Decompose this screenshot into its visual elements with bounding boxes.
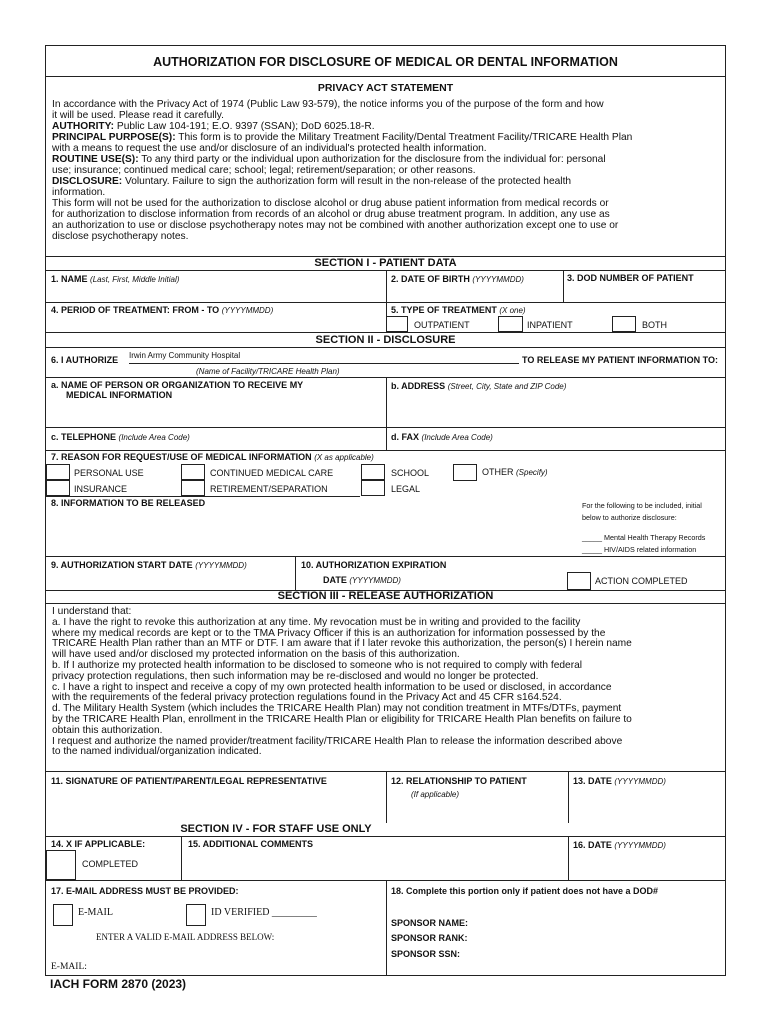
email-required-label: 17. E-MAIL ADDRESS MUST BE PROVIDED:: [51, 886, 239, 896]
dob-field[interactable]: [391, 274, 524, 284]
school-label: SCHOOL: [391, 468, 430, 478]
release-line: to the named individual/organization indicated.: [52, 746, 262, 758]
x-if-applicable-label: 14. X IF APPLICABLE:: [51, 839, 146, 849]
release-line: with the requirements of the federal privacy protection regulations found in the Privacy Act and 45 CFR s164.524.: [52, 692, 562, 704]
initial-note-2: below to authorize disclosure:: [582, 513, 677, 522]
dob-hint: (YYYYMMDD): [472, 275, 524, 284]
divider: [386, 771, 387, 823]
both-label: BOTH: [642, 320, 668, 330]
recipient-label-1: a. NAME OF PERSON OR ORGANIZATION TO RECEIVE MY: [51, 380, 304, 390]
authority-text: Public Law 104-191; E.O. 9397 (SSAN); DoD 6025.18-R.: [114, 121, 375, 132]
divider: [46, 377, 725, 378]
relationship-field[interactable]: [391, 776, 527, 786]
personal-use-checkbox[interactable]: [46, 464, 70, 480]
period-field[interactable]: [51, 305, 273, 315]
form-number: IACH FORM 2870 (2023): [50, 977, 187, 991]
section1-heading: SECTION I - PATIENT DATA: [314, 257, 457, 269]
sponsor-name-label: SPONSOR NAME:: [391, 918, 469, 928]
signature-date-field[interactable]: [573, 776, 666, 786]
sponsor-name-field[interactable]: [391, 918, 468, 928]
release-line: a. I have the right to revoke this authorization at any time. My revocation must be in writing and provided to the facility: [52, 616, 581, 628]
dod-label: 3. DOD NUMBER OF PATIENT: [567, 273, 694, 283]
disclosure-text-2: information.: [52, 187, 106, 198]
email-address-field[interactable]: [51, 962, 87, 972]
email-option-label: E-MAIL: [78, 907, 113, 918]
name-label: 1. NAME: [51, 274, 88, 284]
divider: [568, 836, 569, 880]
legal-checkbox[interactable]: [361, 480, 385, 496]
completed-checkbox[interactable]: [46, 850, 76, 880]
release-line: TRICARE Health Plan rather than an MTF or DTF. I am aware that if I later revoke this authorization, the person(s) I herein name: [52, 638, 632, 650]
email-field-label: E-MAIL:: [51, 962, 87, 972]
authority-line: [52, 121, 632, 132]
other-hint: (Specify): [516, 468, 548, 477]
other-label: OTHER: [482, 467, 514, 477]
authorization-form: [45, 45, 726, 976]
signature-field[interactable]: [51, 776, 327, 786]
info-released-label: 8. INFORMATION TO BE RELEASED: [51, 498, 206, 508]
privacy-intro-2: it will be used. Please read it carefully.: [52, 110, 224, 121]
period-hint: (YYYYMMDD): [221, 306, 274, 315]
release-text: TO RELEASE MY PATIENT INFORMATION TO:: [522, 355, 719, 365]
reason-heading: [51, 452, 374, 462]
signature-label: 11. SIGNATURE OF PATIENT/PARENT/LEGAL REPRESENTATIVE: [51, 776, 327, 786]
inpatient-label: INPATIENT: [527, 320, 573, 330]
sponsor-heading: 18. Complete this portion only if patient does not have a DOD#: [391, 886, 659, 896]
purpose-text-2: with a means to request the use and/or disclosure of an individual's protected health information.: [52, 143, 487, 154]
type-label: 5. TYPE OF TREATMENT: [391, 305, 497, 315]
inpatient-checkbox[interactable]: [498, 316, 523, 332]
insurance-checkbox[interactable]: [46, 480, 70, 496]
fax-label: d. FAX: [391, 432, 420, 442]
outpatient-label: OUTPATIENT: [414, 320, 470, 330]
divider: [46, 427, 725, 428]
other-field[interactable]: [482, 467, 548, 477]
release-authorization-text: [52, 607, 632, 758]
retirement-checkbox[interactable]: [181, 480, 205, 496]
both-checkbox[interactable]: [612, 316, 636, 332]
fax-field[interactable]: [391, 432, 493, 442]
school-checkbox[interactable]: [361, 464, 385, 480]
expiration-date-label: DATE: [323, 575, 347, 585]
comments-field[interactable]: [188, 839, 313, 849]
privacy-note-2: for authorization to disclose information from records of an alcohol or drug abuse treatment program. In addition, any use as: [52, 209, 610, 220]
signature-date-hint: (YYYYMMDD): [614, 777, 666, 786]
release-line: I understand that:: [52, 606, 132, 617]
sponsor-rank-label: SPONSOR RANK:: [391, 933, 468, 943]
mental-health-initial[interactable]: _____ Mental Health Therapy Records: [582, 533, 706, 542]
hiv-aids-initial[interactable]: _____ HIV/AIDS related information: [582, 545, 697, 554]
privacy-statement: [52, 99, 632, 242]
release-line: where my medical records are kept or to the TMA Privacy Officer if this is an authorization for information possessed by the: [52, 627, 606, 639]
dod-number-field[interactable]: [567, 273, 694, 283]
signature-date-label: 13. DATE: [573, 776, 612, 786]
release-line: I request and authorize the named provider/treatment facility/TRICARE Health Plan to release the information described above: [52, 735, 623, 747]
relationship-hint: (If applicable): [411, 790, 460, 799]
address-hint: (Street, City, State and ZIP Code): [447, 382, 567, 391]
enter-email-instruction: ENTER A VALID E-MAIL ADDRESS BELOW:: [96, 932, 275, 942]
section3-heading: SECTION III - RELEASE AUTHORIZATION: [277, 590, 494, 602]
continued-care-label: CONTINUED MEDICAL CARE: [210, 468, 334, 478]
section2-heading: SECTION II - DISCLOSURE: [315, 334, 456, 346]
divider: [181, 836, 182, 880]
insurance-label: INSURANCE: [74, 484, 128, 494]
divider: [46, 302, 725, 303]
telephone-hint: (Include Area Code): [118, 433, 190, 442]
telephone-field[interactable]: [51, 432, 190, 442]
staff-date-label: 16. DATE: [573, 840, 612, 850]
release-line: by the TRICARE Health Plan, enrollment in the TRICARE Health Plan or eligibility for TRICARE Health Plan benefits on failure to: [52, 713, 632, 725]
routine-text-2: use; insurance; continued medical care; school; legal; retirement/separation; or other reasons.: [52, 165, 476, 176]
sponsor-ssn-label: SPONSOR SSN:: [391, 949, 461, 959]
divider: [46, 496, 360, 497]
expiration-date-hint: (YYYYMMDD): [349, 576, 401, 585]
routine-label: ROUTINE USE(S):: [52, 154, 139, 165]
name-hint: (Last, First, Middle Initial): [90, 275, 180, 284]
continued-care-checkbox[interactable]: [181, 464, 205, 480]
divider: [295, 556, 296, 591]
release-line: d. The Military Health System (which includes the TRICARE Health Plan) may not condition treatment in MTFs/DTFs, payment: [52, 703, 622, 715]
release-line: obtain this authorization.: [52, 724, 163, 736]
disclosure-line: [52, 176, 632, 187]
release-line: c. I have a right to inspect and receive a copy of my own protected health information to be used or disclosed, in accordance: [52, 681, 612, 693]
other-checkbox[interactable]: [453, 464, 477, 481]
id-verified-checkbox[interactable]: [186, 904, 206, 926]
authority-label: AUTHORITY:: [52, 121, 115, 132]
divider: [46, 347, 725, 348]
authorize-facility-field[interactable]: [129, 351, 519, 364]
type-hint: (X one): [499, 306, 526, 315]
relationship-label: 12. RELATIONSHIP TO PATIENT: [391, 776, 527, 786]
form-title: AUTHORIZATION FOR DISCLOSURE OF MEDICAL OR DENTAL INFORMATION: [153, 55, 618, 69]
privacy-note-1: This form will not be used for the authorization to disclose alcohol or drug abuse patient information from medical records or: [52, 198, 609, 209]
divider: [46, 556, 725, 557]
legal-label: LEGAL: [391, 484, 421, 494]
release-line: privacy protection regulations, then such information may be re-disclosed and would no longer be protected.: [52, 670, 539, 682]
routine-line: [52, 154, 632, 165]
authorize-label: 6. I AUTHORIZE: [51, 355, 119, 365]
outpatient-checkbox[interactable]: [386, 316, 408, 332]
address-label: b. ADDRESS: [391, 381, 446, 391]
start-label: 9. AUTHORIZATION START DATE: [51, 560, 193, 570]
divider: [46, 836, 725, 837]
action-completed-checkbox[interactable]: [567, 572, 591, 590]
telephone-label: c. TELEPHONE: [51, 432, 117, 442]
comments-label: 15. ADDITIONAL COMMENTS: [188, 839, 314, 849]
disclosure-label: DISCLOSURE:: [52, 176, 123, 187]
sponsor-rank-field[interactable]: [391, 933, 468, 943]
dob-label: 2. DATE OF BIRTH: [391, 274, 470, 284]
purpose-text-1: This form is to provide the Military Treatment Facility/Dental Treatment Facility/TRICARE Health Plan: [175, 132, 633, 143]
section4-heading: SECTION IV - FOR STAFF USE ONLY: [180, 823, 372, 835]
reason-hint: (X as applicable): [314, 453, 374, 462]
initial-note-1: For the following to be included, initial: [582, 501, 702, 510]
completed-label: COMPLETED: [82, 859, 139, 869]
id-verified-label: ID VERIFIED _________: [211, 907, 317, 918]
sponsor-ssn-field[interactable]: [391, 949, 460, 959]
fax-hint: (Include Area Code): [421, 433, 493, 442]
reason-label: 7. REASON FOR REQUEST/USE OF MEDICAL INFORMATION: [51, 452, 312, 462]
start-hint: (YYYYMMDD): [195, 561, 247, 570]
purpose-label: PRINCIPAL PURPOSE(S):: [52, 132, 176, 143]
recipient-label-2: MEDICAL INFORMATION: [66, 390, 173, 400]
disclosure-text-1: Voluntary. Failure to sign the authorization form will result in the non-release of the protected health: [122, 176, 572, 187]
staff-date-hint: (YYYYMMDD): [614, 841, 666, 850]
expiration-date-field[interactable]: [323, 575, 401, 585]
divider: [46, 450, 725, 451]
privacy-note-4: disclose psychotherapy notes.: [52, 231, 189, 242]
privacy-note-3: an authorization to use or disclose psychotherapy notes may not be combined with another authorization except one to use or: [52, 220, 619, 231]
routine-text-1: To any third party or the individual upon authorization for the disclosure from the individual for: personal: [138, 154, 606, 165]
email-checkbox[interactable]: [53, 904, 73, 926]
divider: [46, 76, 725, 77]
release-line: b. If I authorize my protected health information to be disclosed to someone who is not required to comply with federal: [52, 659, 583, 671]
treatment-type-label: [391, 305, 526, 315]
purpose-line: [52, 132, 632, 143]
divider: [46, 603, 725, 604]
retirement-label: RETIREMENT/SEPARATION: [210, 484, 328, 494]
action-completed-label: ACTION COMPLETED: [595, 576, 688, 586]
divider: [563, 270, 564, 302]
privacy-heading: PRIVACY ACT STATEMENT: [317, 82, 454, 94]
release-line: will have used and/or disclosed my protected information on the basis of this authorization.: [52, 649, 460, 661]
expiration-label: 10. AUTHORIZATION EXPIRATION: [301, 560, 447, 570]
facility-hint: (Name of Facility/TRICARE Health Plan): [196, 367, 340, 376]
authorize-value: Irwin Army Community Hospital: [129, 351, 241, 360]
divider: [386, 880, 387, 975]
start-date-field[interactable]: [51, 560, 247, 570]
divider: [386, 377, 387, 451]
divider: [568, 771, 569, 823]
address-field[interactable]: [391, 381, 566, 391]
personal-use-label: PERSONAL USE: [74, 468, 144, 478]
period-label: 4. PERIOD OF TREATMENT: FROM - TO: [51, 305, 220, 315]
privacy-intro-1: In accordance with the Privacy Act of 1974 (Public Law 93-579), the notice informs you of the purpose of the form and how: [52, 99, 604, 110]
divider: [46, 332, 725, 333]
name-field[interactable]: [51, 274, 179, 284]
staff-date-field[interactable]: [573, 840, 666, 850]
